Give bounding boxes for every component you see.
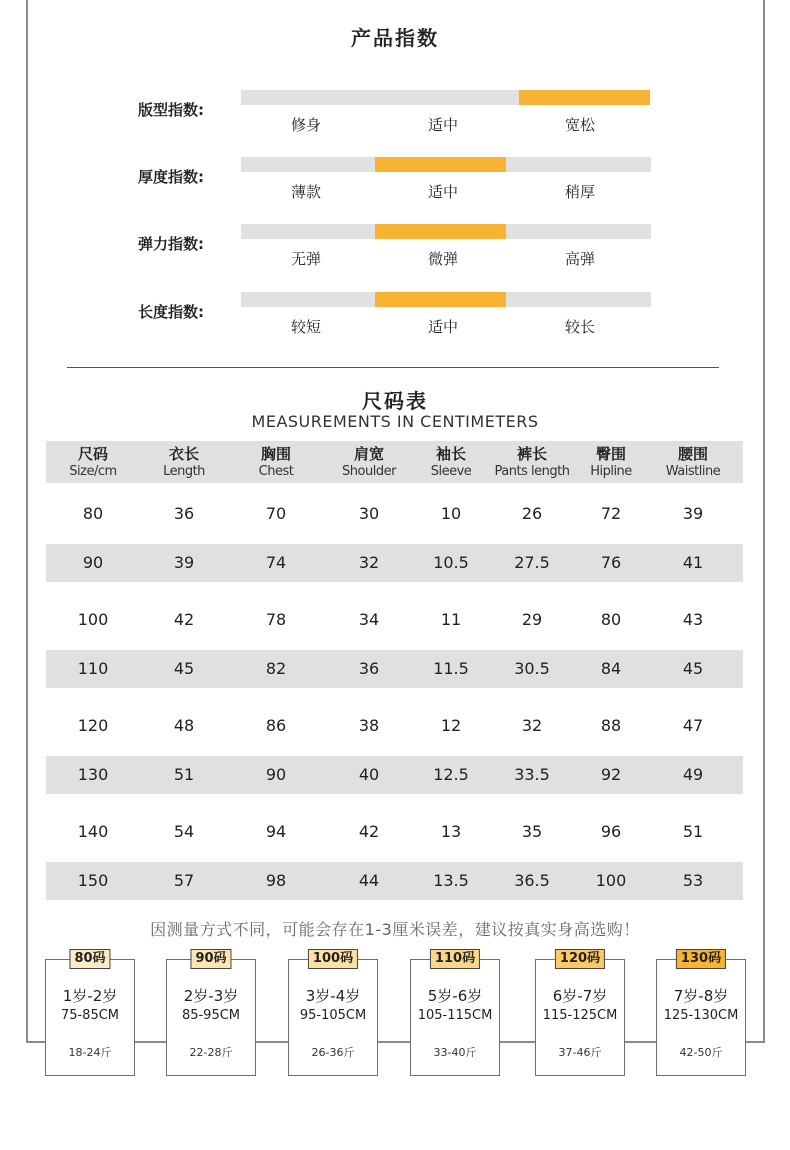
table-header-cell (566, 445, 656, 480)
table-cell: 96 (600, 821, 622, 841)
table-cell: 72 (600, 503, 622, 523)
header-cn-label: 衣长 (168, 445, 199, 463)
table-cell: 47 (682, 715, 704, 735)
table-cell: 92 (600, 764, 622, 784)
index-bar (241, 157, 375, 172)
index-row (0, 157, 790, 217)
table-row (46, 756, 743, 794)
table-cell: 12 (440, 715, 462, 735)
table-row (46, 483, 743, 536)
index-option: 薄款 (290, 183, 321, 201)
header-cn-label: 肩宽 (353, 445, 384, 463)
header-en-label: Hipline (590, 464, 632, 479)
table-cell: 100 (595, 870, 627, 890)
table-cell: 11.5 (433, 658, 469, 678)
index-option: 适中 (427, 318, 458, 336)
card-height-range: 105-115CM (417, 1008, 493, 1023)
table-cell: 36 (173, 503, 195, 523)
card-height-range: 125-130CM (663, 1008, 739, 1023)
table-cell: 90 (265, 764, 287, 784)
table-cell: 33.5 (514, 764, 550, 784)
size-badge: 80码 (69, 949, 110, 969)
index-label: 长度指数: (138, 303, 204, 321)
size-card (656, 951, 746, 1076)
table-cell: 35 (521, 821, 543, 841)
header-en-label: Sleeve (430, 464, 472, 479)
index-bar (375, 90, 519, 105)
table-cell: 88 (600, 715, 622, 735)
index-option: 修身 (290, 116, 321, 134)
index-option: 高弹 (564, 250, 595, 268)
header-en-label: Waistline (665, 464, 721, 479)
table-row (46, 544, 743, 582)
table-cell: 100 (77, 609, 109, 629)
table-cell: 30.5 (514, 658, 550, 678)
card-age-range: 3岁-4岁 (305, 987, 361, 1005)
index-row (0, 90, 790, 150)
index-label: 弹力指数: (138, 235, 204, 253)
table-cell: 13.5 (433, 870, 469, 890)
header-cn-label: 胸围 (260, 445, 291, 463)
size-table-body (46, 483, 743, 900)
table-cell: 76 (600, 552, 622, 572)
table-cell: 51 (173, 764, 195, 784)
table-cell: 70 (265, 503, 287, 523)
table-row (46, 862, 743, 900)
table-cell: 32 (358, 552, 380, 572)
table-cell: 49 (682, 764, 704, 784)
card-weight-range: 18-24斤 (68, 1046, 112, 1059)
table-cell: 11 (440, 609, 462, 629)
index-bar-selected (375, 157, 506, 172)
card-height-range: 115-125CM (542, 1008, 618, 1023)
size-table-header (46, 441, 743, 483)
card-weight-range: 26-36斤 (311, 1046, 355, 1059)
table-cell: 80 (600, 609, 622, 629)
table-header-cell (231, 445, 321, 480)
card-weight-range: 22-28斤 (189, 1046, 233, 1059)
table-cell: 29 (521, 609, 543, 629)
table-row (46, 801, 743, 854)
table-cell: 38 (358, 715, 380, 735)
size-card (45, 951, 135, 1076)
table-cell: 130 (77, 764, 109, 784)
header-en-label: Shoulder (342, 464, 396, 479)
index-bar (241, 292, 375, 307)
size-card (166, 951, 256, 1076)
section-divider (67, 367, 719, 368)
table-cell: 98 (265, 870, 287, 890)
table-cell: 30 (358, 503, 380, 523)
size-badge: 130码 (676, 949, 726, 969)
table-cell: 140 (77, 821, 109, 841)
index-bar (506, 292, 651, 307)
table-cell: 53 (682, 870, 704, 890)
table-cell: 78 (265, 609, 287, 629)
table-header-cell (487, 445, 577, 480)
index-option: 较长 (564, 318, 595, 336)
table-cell: 40 (358, 764, 380, 784)
size-badge: 100码 (308, 949, 358, 969)
table-cell: 80 (82, 503, 104, 523)
table-cell: 45 (682, 658, 704, 678)
index-bar (241, 224, 375, 239)
header-en-label: Chest (258, 464, 294, 479)
header-cn-label: 腰围 (677, 445, 708, 463)
table-row (46, 589, 743, 642)
index-option: 适中 (427, 116, 458, 134)
table-cell: 90 (82, 552, 104, 572)
card-weight-range: 42-50斤 (679, 1046, 723, 1059)
table-cell: 48 (173, 715, 195, 735)
size-card (288, 951, 378, 1076)
size-table-title: 尺码表 (362, 389, 428, 413)
table-cell: 57 (173, 870, 195, 890)
table-cell: 41 (682, 552, 704, 572)
measurement-note: 因测量方式不同，可能会存在1-3厘米误差，建议按真实身高选购！ (150, 920, 640, 939)
index-row (0, 224, 790, 284)
table-cell: 120 (77, 715, 109, 735)
index-option: 无弹 (290, 250, 321, 268)
table-cell: 32 (521, 715, 543, 735)
table-cell: 51 (682, 821, 704, 841)
card-weight-range: 33-40斤 (433, 1046, 477, 1059)
frame-bottom-border (26, 1041, 765, 1043)
table-cell: 54 (173, 821, 195, 841)
table-row (46, 650, 743, 688)
table-cell: 36 (358, 658, 380, 678)
table-cell: 94 (265, 821, 287, 841)
size-badge: 120码 (555, 949, 605, 969)
table-cell: 27.5 (514, 552, 550, 572)
header-en-label: Size/cm (69, 464, 117, 479)
table-cell: 39 (173, 552, 195, 572)
table-cell: 39 (682, 503, 704, 523)
size-card (535, 951, 625, 1076)
table-cell: 110 (77, 658, 109, 678)
index-bar-selected (519, 90, 650, 105)
header-cn-label: 裤长 (516, 445, 547, 463)
index-option: 微弹 (427, 250, 458, 268)
table-cell: 26 (521, 503, 543, 523)
card-height-range: 85-95CM (181, 1008, 241, 1023)
header-cn-label: 尺码 (77, 445, 108, 463)
table-cell: 13 (440, 821, 462, 841)
index-option: 较短 (290, 318, 321, 336)
index-bar (506, 224, 651, 239)
header-cn-label: 臀围 (595, 445, 626, 463)
table-header-cell (139, 445, 229, 480)
table-cell: 44 (358, 870, 380, 890)
index-bar-selected (375, 224, 506, 239)
card-age-range: 2岁-3岁 (183, 987, 239, 1005)
table-cell: 82 (265, 658, 287, 678)
table-cell: 86 (265, 715, 287, 735)
table-header-cell (324, 445, 414, 480)
index-label: 版型指数: (138, 101, 204, 119)
header-en-label: Pants length (494, 464, 570, 479)
table-header-cell (648, 445, 738, 480)
card-age-range: 6岁-7岁 (552, 987, 608, 1005)
size-badge: 90码 (190, 949, 231, 969)
card-age-range: 5岁-6岁 (427, 987, 483, 1005)
table-cell: 42 (173, 609, 195, 629)
index-bar (506, 157, 651, 172)
size-badge: 110码 (430, 949, 480, 969)
table-cell: 45 (173, 658, 195, 678)
card-age-range: 1岁-2岁 (62, 987, 118, 1005)
size-table (46, 441, 743, 907)
header-cn-label: 袖长 (435, 445, 466, 463)
card-height-range: 95-105CM (299, 1008, 367, 1023)
table-cell: 12.5 (433, 764, 469, 784)
table-cell: 150 (77, 870, 109, 890)
card-weight-range: 37-46斤 (558, 1046, 602, 1059)
index-label: 厚度指数: (138, 168, 204, 186)
card-age-range: 7岁-8岁 (673, 987, 729, 1005)
table-row (46, 695, 743, 748)
table-header-cell (48, 445, 138, 480)
index-bar (241, 90, 375, 105)
table-cell: 10 (440, 503, 462, 523)
index-row (0, 292, 790, 352)
table-cell: 43 (682, 609, 704, 629)
index-option: 宽松 (564, 116, 595, 134)
index-option: 稍厚 (564, 183, 595, 201)
product-index-title: 产品指数 (351, 26, 439, 50)
table-cell: 10.5 (433, 552, 469, 572)
index-bar-selected (375, 292, 506, 307)
table-cell: 42 (358, 821, 380, 841)
table-cell: 34 (358, 609, 380, 629)
index-option: 适中 (427, 183, 458, 201)
table-cell: 84 (600, 658, 622, 678)
size-card (410, 951, 500, 1076)
card-height-range: 75-85CM (60, 1008, 120, 1023)
size-table-subtitle: MEASUREMENTS IN CENTIMETERS (251, 412, 539, 431)
header-en-label: Length (163, 464, 205, 479)
table-cell: 36.5 (514, 870, 550, 890)
table-cell: 74 (265, 552, 287, 572)
table-header-cell (406, 445, 496, 480)
